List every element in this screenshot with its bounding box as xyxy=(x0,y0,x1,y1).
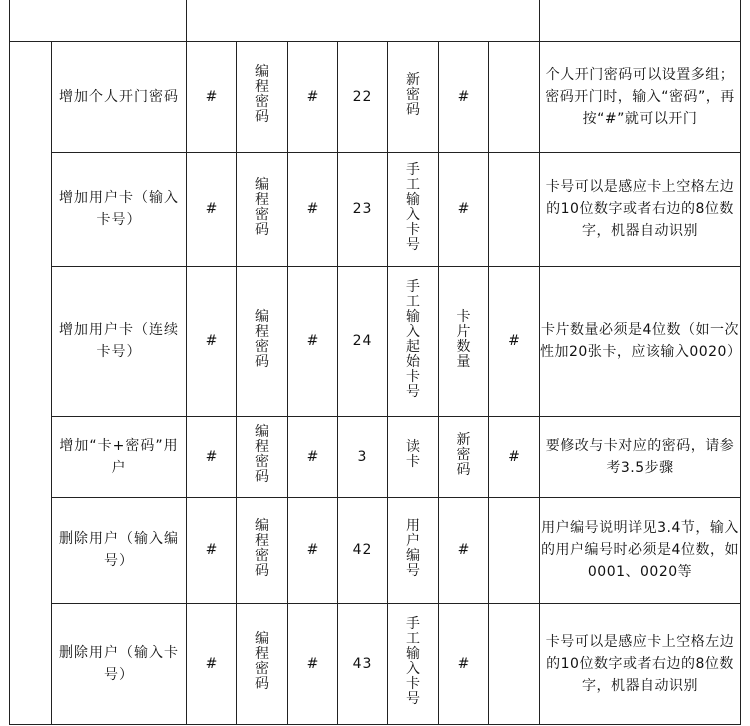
step-cell: 读卡 xyxy=(388,416,439,497)
step-cell: # xyxy=(288,41,338,152)
step-cell: # xyxy=(187,266,237,416)
step-cell: 新密码 xyxy=(388,41,439,152)
step-cell: 手工输入卡号 xyxy=(388,152,439,266)
note-cell: 要修改与卡对应的密码，请参考3.5步骤 xyxy=(540,416,741,497)
step-cell: 43 xyxy=(338,603,388,724)
step-cell xyxy=(489,603,540,724)
step-cell: 手工输入卡号 xyxy=(388,603,439,724)
step-cell: # xyxy=(439,497,489,603)
header-cell-right xyxy=(540,0,741,41)
operation-name: 增加用户卡（输入卡号） xyxy=(52,152,187,266)
note-cell: 个人开门密码可以设置多组；密码开门时，输入“密码”，再按“#”就可以开门 xyxy=(540,41,741,152)
operation-name: 删除用户（输入卡号） xyxy=(52,603,187,724)
step-cell: # xyxy=(288,152,338,266)
operation-name: 删除用户（输入编号） xyxy=(52,497,187,603)
step-cell: # xyxy=(439,603,489,724)
step-cell: 42 xyxy=(338,497,388,603)
step-cell: # xyxy=(187,41,237,152)
step-cell: # xyxy=(187,497,237,603)
step-cell xyxy=(489,41,540,152)
note-cell: 卡片数量必须是4位数（如一次性加20张卡，应该输入0020） xyxy=(540,266,741,416)
step-cell: 23 xyxy=(338,152,388,266)
instruction-table xyxy=(9,0,741,725)
table-row xyxy=(10,497,741,603)
step-cell xyxy=(489,152,540,266)
table-row xyxy=(10,416,741,497)
step-cell: # xyxy=(187,152,237,266)
table-row xyxy=(10,266,741,416)
indent-cell xyxy=(10,41,52,724)
step-cell: 新密码 xyxy=(439,416,489,497)
step-cell: 手工输入起始卡号 xyxy=(388,266,439,416)
step-cell xyxy=(489,497,540,603)
step-cell: 22 xyxy=(338,41,388,152)
step-cell: # xyxy=(288,416,338,497)
note-cell: 用户编号说明详见3.4节，输入的用户编号时必须是4位数，如0001、0020等 xyxy=(540,497,741,603)
step-cell: 用户编号 xyxy=(388,497,439,603)
step-cell: 3 xyxy=(338,416,388,497)
note-cell: 卡号可以是感应卡上空格左边的10位数字或者右边的8位数字，机器自动识别 xyxy=(540,603,741,724)
step-cell: 24 xyxy=(338,266,388,416)
step-cell: # xyxy=(288,497,338,603)
step-cell: # xyxy=(288,266,338,416)
table-row xyxy=(10,603,741,724)
step-cell: # xyxy=(439,41,489,152)
header-cell-left xyxy=(10,0,187,41)
table-row xyxy=(10,152,741,266)
step-cell: # xyxy=(187,603,237,724)
operation-name: 增加个人开门密码 xyxy=(52,41,187,152)
step-cell: 编程密码 xyxy=(237,497,288,603)
table-header-partial xyxy=(10,0,741,41)
step-cell: # xyxy=(288,603,338,724)
step-cell: 编程密码 xyxy=(237,416,288,497)
step-cell: 编程密码 xyxy=(237,603,288,724)
step-cell: # xyxy=(439,152,489,266)
step-cell: 编程密码 xyxy=(237,152,288,266)
step-cell: # xyxy=(489,416,540,497)
operation-name: 增加用户卡（连续卡号） xyxy=(52,266,187,416)
step-cell: # xyxy=(187,416,237,497)
step-cell: 编程密码 xyxy=(237,41,288,152)
operation-name: 增加“卡+密码”用户 xyxy=(52,416,187,497)
step-cell: 编程密码 xyxy=(237,266,288,416)
table-row xyxy=(10,41,741,152)
step-cell: # xyxy=(489,266,540,416)
note-cell: 卡号可以是感应卡上空格左边的10位数字或者右边的8位数字，机器自动识别 xyxy=(540,152,741,266)
step-cell: 卡片数量 xyxy=(439,266,489,416)
header-cell-middle xyxy=(187,0,540,41)
